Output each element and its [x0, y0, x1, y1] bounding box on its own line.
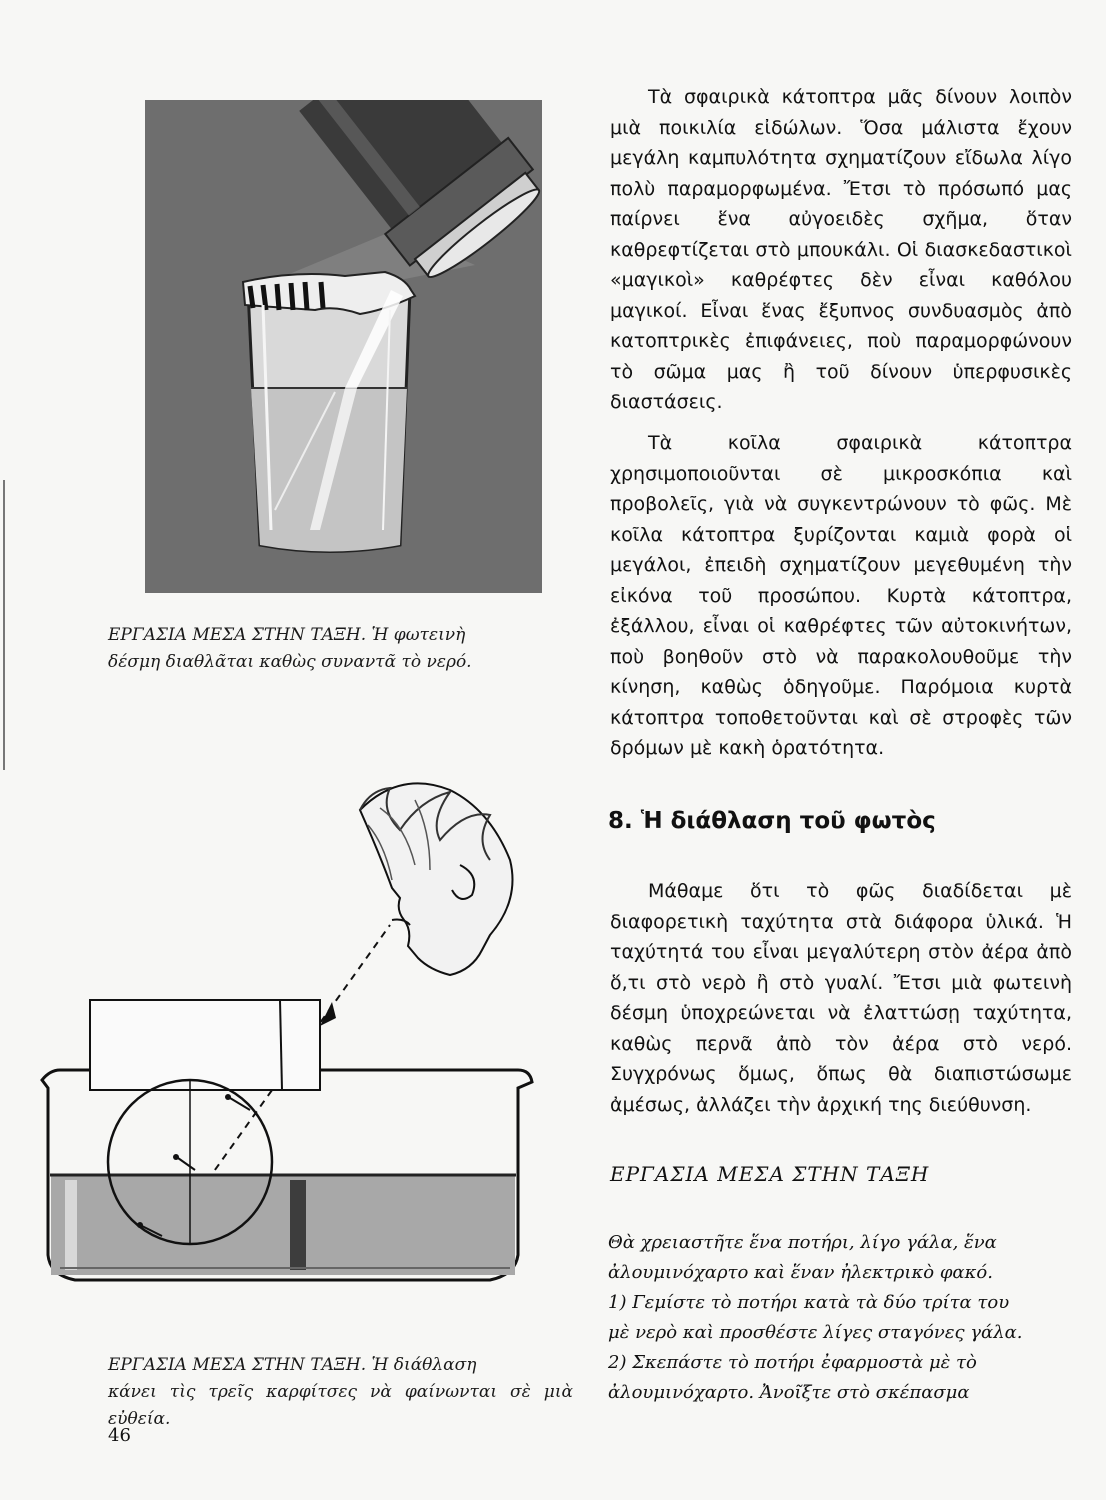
instruction-line: ἀλουμινόχαρτο καὶ ἕναν ἠλεκτρικὸ φακό.	[608, 1262, 993, 1283]
paragraph-refraction	[610, 876, 1072, 1120]
caption-line: ΕΡΓΑΣΙΑ ΜΕΣΑ ΣΤΗΝ ΤΑΞΗ. Ἡ διάθλαση	[108, 1355, 477, 1375]
flashlight-glass-drawing	[145, 100, 542, 593]
section-heading: 8. Ἡ διάθλαση τοῦ φωτὸς	[608, 808, 936, 834]
page-number: 46	[108, 1425, 131, 1446]
instruction-line: 1) Γεμίστε τὸ ποτήρι κατὰ τὰ δύο τρίτα του	[608, 1292, 1010, 1313]
flashlight-glass-illustration	[145, 100, 542, 593]
caption-line: δέσμη διαθλᾶται καθὼς συναντᾶ τὸ νερό.	[108, 652, 472, 672]
refraction-pins-illustration	[20, 770, 550, 1290]
instruction-line: μὲ νερὸ καὶ προσθέστε λίγες σταγόνες γάλα.	[608, 1322, 1023, 1343]
experiment-title: ΕΡΓΑΣΙΑ ΜΕΣΑ ΣΤΗΝ ΤΑΞΗ	[610, 1162, 930, 1186]
instruction-line: 2) Σκεπάστε τὸ ποτήρι ἐφαρμοστὰ μὲ τὸ	[608, 1352, 977, 1373]
caption-line: κάνει τὶς τρεῖς καρφίτσες νὰ φαίνωνται σὲ μιὰ εὐθεία.	[108, 1382, 573, 1429]
bottom-figure-caption	[108, 1352, 573, 1433]
paragraph-concave-mirrors	[610, 428, 1072, 764]
instruction-line: ἀλουμινόχαρτο. Ἀνοῖξτε στὸ σκέπασμα	[608, 1382, 970, 1403]
body-paragraph: Μάθαμε ὅτι τὸ φῶς διαδίδεται μὲ διαφορετικὴ ταχύτητα στὰ διάφορα ὑλικά. Ἡ ταχύτητά του εἶναι μεγαλύτερη στὸν ἀέρα ἀπὸ ὅ,τι στὸ νερὸ ἢ στὸ γυαλί. Ἔτσι μιὰ φωτεινὴ δέσμη ὑποχρεώνεται νὰ ἐλαττώσῃ ταχύτητα, καθὼς περνᾶ ἀπὸ τὸν ἀέρα στὸ νερό. Συγχρόνως ὅμως, ὅπως θὰ διαπιστώσωμε ἀμέσως, ἀλλάζει τὴν ἀρχική της διεύθυνση.	[610, 880, 1072, 1116]
top-figure-caption	[108, 622, 573, 676]
body-paragraph: Τὰ κοῖλα σφαιρικὰ κάτοπτρα χρησιμοποιοῦνται σὲ μικροσκόπια καὶ προβολεῖς, γιὰ νὰ συγκεντρώνουν τὸ φῶς. Μὲ κοῖλα κάτοπτρα ξυρίζονται καμιὰ φορὰ οἱ μεγάλοι, ἐπειδὴ σχηματίζουν μεγεθυμένη τὴν εἰκόνα τοῦ προσώπου. Κυρτὰ κάτοπτρα, ἐξάλλου, εἶναι οἱ καθρέφτες τῶν αὐτοκινήτων, ποὺ βοηθοῦν στὸ νὰ παρακολουθοῦμε τὴν κίνηση, καθὼς ὁδηγοῦμε. Παρόμοια κυρτὰ κάτοπτρα τοποθετοῦνται καὶ σὲ στροφὲς τῶν δρόμων μὲ κακὴ ὁρατότητα.	[610, 432, 1072, 759]
scan-edge-mark	[3, 480, 5, 770]
caption-line: ΕΡΓΑΣΙΑ ΜΕΣΑ ΣΤΗΝ ΤΑΞΗ. Ἡ φωτεινὴ	[108, 625, 466, 645]
instruction-line: Θὰ χρειαστῆτε ἕνα ποτήρι, λίγο γάλα, ἕνα	[608, 1232, 997, 1253]
body-paragraph: Τὰ σφαιρικὰ κάτοπτρα μᾶς δίνουν λοιπὸν μιὰ ποικιλία εἰδώλων. Ὅσα μάλιστα ἔχουν μεγάλη καμπυλότητα σχηματίζουν εἴδωλα λίγο πολὺ παραμορφωμένα. Ἔτσι τὸ πρόσωπό μας παίρνει ἕνα αὐγοειδὲς σχῆμα, ὅταν καθρεφτίζεται στὸ μπουκάλι. Οἱ διασκεδαστικοὶ «μαγικοὶ» καθρέφτες δὲν εἶναι καθόλου μαγικοί. Εἶναι ἕνας ἔξυπνος συνδυασμὸς ἀπὸ κατοπτρικὲς ἐπιφάνειες, ποὺ παραμορφώνουν τὸ σῶμα μας ἢ τοῦ δίνουν ὑπερφυσικὲς διαστάσεις.	[610, 86, 1072, 413]
refraction-pins-drawing	[20, 770, 550, 1290]
paragraph-spherical-mirrors	[610, 82, 1072, 418]
experiment-instructions	[608, 1228, 1070, 1408]
